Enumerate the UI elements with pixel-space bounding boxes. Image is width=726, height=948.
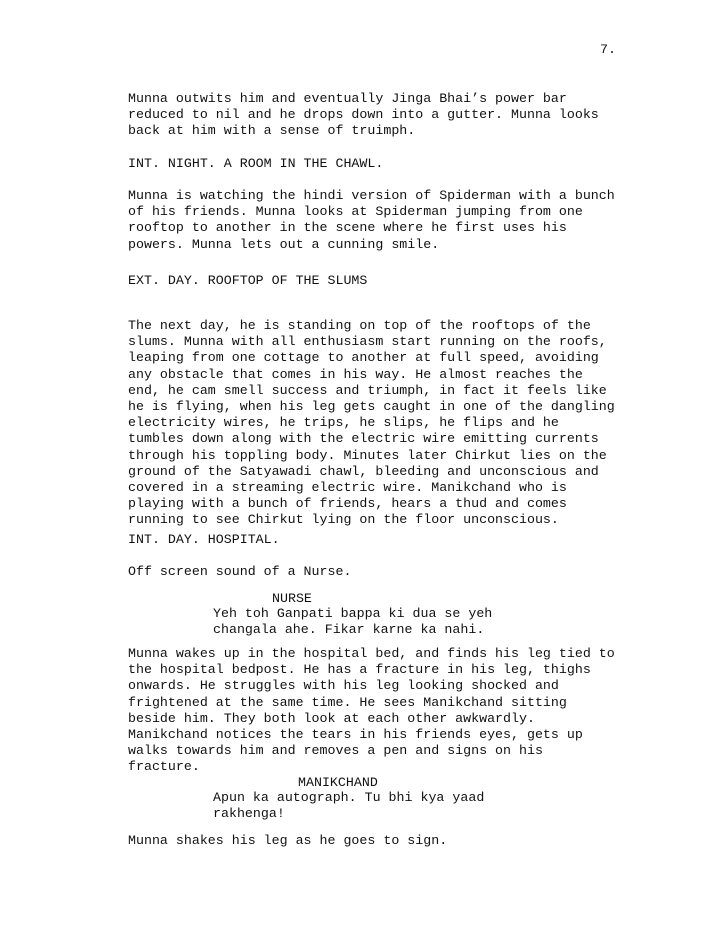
scene-heading: INT. NIGHT. A ROOM IN THE CHAWL. bbox=[128, 156, 384, 171]
action-paragraph: Munna is watching the hindi version of Spiderman with a bunch of his friends. Munna looks at Spiderman jumping from one rooftop to another in the scene where he first uses his powers. Munna lets out a cunning smile. bbox=[128, 188, 615, 252]
action-paragraph: Munna wakes up in the hospital bed, and finds his leg tied to the hospital bedpost. He has a fracture in his leg, thighs onwards. He struggles with his leg looking shocked and frightened at the same time. He sees Manikchand sitting beside him. They both look at each other awkwardly. Manikchand notices the tears in his friends eyes, gets up walks towards him and removes a pen and signs on his fracture. bbox=[128, 646, 615, 775]
page-number: 7. bbox=[600, 42, 616, 57]
dialogue: Apun ka autograph. Tu bhi kya yaad rakhenga! bbox=[213, 790, 485, 822]
dialogue: Yeh toh Ganpati bappa ki dua se yeh changala ahe. Fikar karne ka nahi. bbox=[213, 606, 493, 638]
scene-heading: EXT. DAY. ROOFTOP OF THE SLUMS bbox=[128, 273, 368, 288]
action-paragraph: The next day, he is standing on top of the rooftops of the slums. Munna with all enthusiasm start running on the roofs, leaping from one cottage to another at full speed, avoiding any obstacle that comes in his way. He almost reaches the end, he cam smell success and triumph, in fact it feels like he is flying, when his leg gets caught in one of the dangling electricity wires, he trips, he slips, he flips and he tumbles down along with the electric wire emitting currents through his toppling body. Minutes later Chirkut lies on the ground of the Satyawadi chawl, bleeding and unconscious and covered in a streaming electric wire. Manikchand who is playing with a bunch of friends, hears a thud and comes running to see Chirkut lying on the floor unconscious. bbox=[128, 318, 615, 528]
scene-heading: INT. DAY. HOSPITAL. bbox=[128, 532, 280, 547]
action-paragraph: Munna outwits him and eventually Jinga Bhai’s power bar reduced to nil and he drops down into a gutter. Munna looks back at him with a sense of truimph. bbox=[128, 91, 599, 139]
character-name: MANIKCHAND bbox=[298, 775, 378, 790]
character-name: NURSE bbox=[272, 591, 312, 606]
action-paragraph: Off screen sound of a Nurse. bbox=[128, 564, 352, 579]
action-paragraph: Munna shakes his leg as he goes to sign. bbox=[128, 833, 448, 848]
